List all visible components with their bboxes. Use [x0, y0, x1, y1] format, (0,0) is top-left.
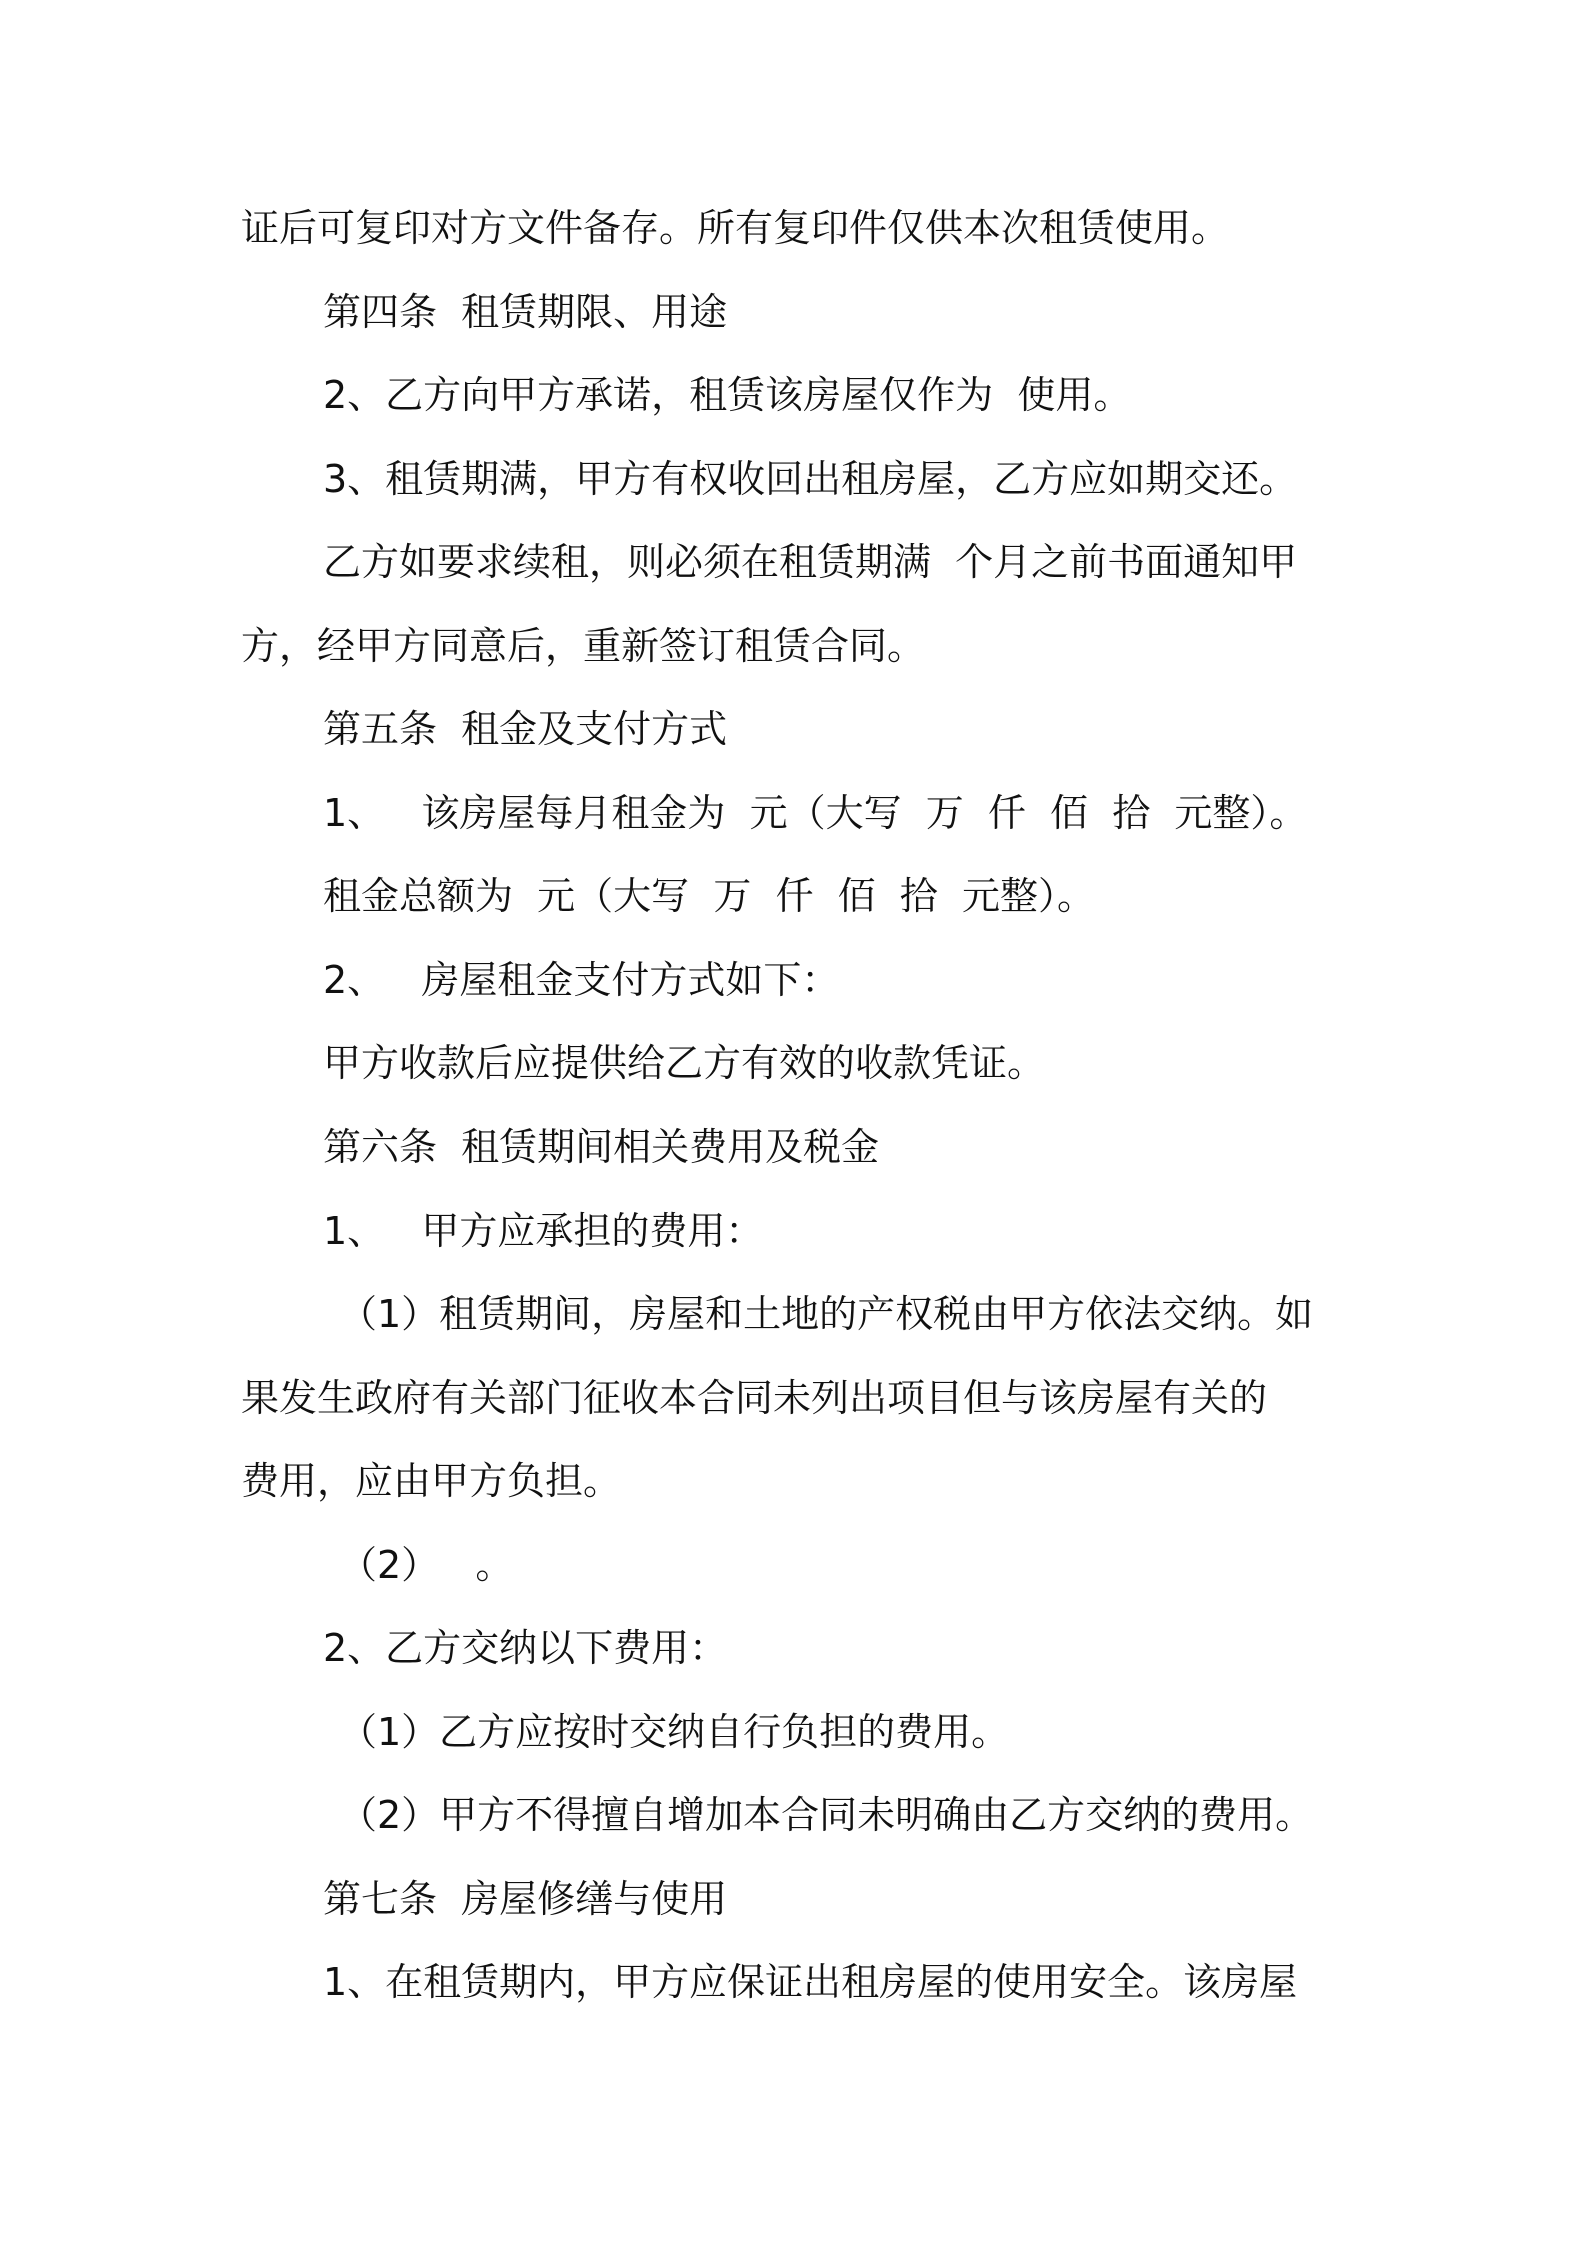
- paragraph-line: 2、 房屋租金支付方式如下：: [323, 958, 840, 1002]
- paragraph-line: 费用，应由甲方负担。: [241, 1459, 622, 1503]
- section-heading-article-7: 第七条 房屋修缮与使用: [323, 1877, 728, 1921]
- section-heading-article-6: 第六条 租赁期间相关费用及税金: [323, 1125, 880, 1169]
- paragraph-line: 1、 该房屋每月租金为 元（大写 万 仟 佰 拾 元整）。: [323, 791, 1308, 835]
- paragraph-line: （1）租赁期间，房屋和土地的产权税由甲方依法交纳。如: [339, 1292, 1314, 1336]
- paragraph-line: 租金总额为 元（大写 万 仟 佰 拾 元整）。: [323, 874, 1095, 918]
- paragraph-line: 乙方如要求续租，则必须在租赁期满 个月之前书面通知甲: [323, 540, 1298, 584]
- paragraph-line: （2） 。: [339, 1543, 514, 1587]
- paragraph-line: 3、租赁期满，甲方有权收回出租房屋，乙方应如期交还。: [323, 457, 1298, 501]
- paragraph-line: （2）甲方不得擅自增加本合同未明确由乙方交纳的费用。: [339, 1793, 1314, 1837]
- paragraph-line: 2、乙方交纳以下费用：: [323, 1626, 728, 1670]
- paragraph-line: 2、乙方向甲方承诺，租赁该房屋仅作为 使用。: [323, 373, 1132, 417]
- paragraph-line: 证后可复印对方文件备存。所有复印件仅供本次租赁使用。: [241, 206, 1230, 250]
- paragraph-line: 1、在租赁期内，甲方应保证出租房屋的使用安全。该房屋: [323, 1960, 1298, 2004]
- paragraph-line: 1、 甲方应承担的费用：: [323, 1209, 764, 1253]
- paragraph-line: （1）乙方应按时交纳自行负担的费用。: [339, 1710, 1010, 1754]
- paragraph-line: 果发生政府有关部门征收本合同未列出项目但与该房屋有关的: [241, 1376, 1268, 1420]
- section-heading-article-5: 第五条 租金及支付方式: [323, 707, 728, 751]
- section-heading-article-4: 第四条 租赁期限、用途: [323, 290, 728, 334]
- paragraph-line: 方，经甲方同意后，重新签订租赁合同。: [241, 624, 926, 668]
- paragraph-line: 甲方收款后应提供给乙方有效的收款凭证。: [323, 1041, 1046, 1085]
